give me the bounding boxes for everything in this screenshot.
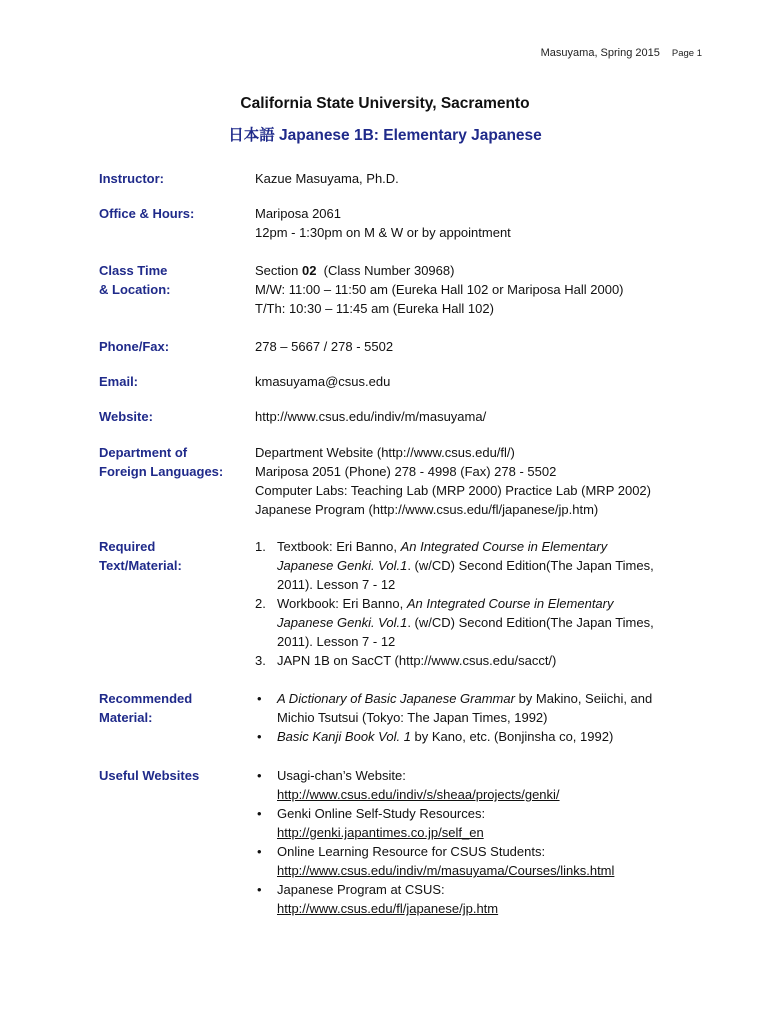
textbook-lessons: 2011). Lesson 7 - 12	[277, 577, 396, 592]
workbook-lessons: 2011). Lesson 7 - 12	[277, 634, 396, 649]
required-label-line2: Text/Material:	[99, 558, 182, 573]
workbook-line1	[277, 594, 695, 613]
department-office: Mariposa 2051 (Phone) 278 - 4998 (Fax) 278 - 5502	[255, 464, 557, 479]
website-value[interactable]: http://www.csus.edu/indiv/m/masuyama/	[255, 409, 487, 424]
kanji-book-title: Basic Kanji Book Vol. 1	[277, 729, 411, 744]
workbook-edition: . (w/CD) Second Edition(The Japan Times,	[407, 615, 654, 630]
course-kanji: 日本語	[228, 127, 275, 144]
instructor-label: Instructor:	[99, 171, 164, 186]
item-number: 3.	[255, 653, 266, 668]
office-label: Office & Hours:	[99, 206, 195, 221]
bullet-icon: •	[257, 691, 262, 706]
list-item	[255, 880, 695, 918]
textbook-line1	[277, 537, 695, 556]
office-hours: 12pm - 1:30pm on M & W or by appointment	[255, 225, 511, 240]
list-item	[255, 766, 695, 804]
office-location: Mariposa 2061	[255, 206, 341, 221]
header-page-number: Page 1	[671, 48, 702, 59]
grammar-dictionary-line1	[277, 689, 695, 708]
textbook-title-part1: An Integrated Course in Elementary	[400, 539, 608, 554]
workbook-title-part2: Japanese Genki. Vol.1	[277, 615, 408, 630]
university-title: California State University, Sacramento	[240, 95, 530, 112]
required-label-line1: Required	[99, 539, 156, 554]
textbook-title-part2: Japanese Genki. Vol.1	[277, 558, 408, 573]
email-value[interactable]: kmasuyama@csus.edu	[255, 374, 391, 389]
bullet-icon: •	[257, 844, 262, 859]
phone-value: 278 – 5667 / 278 - 5502	[255, 339, 394, 354]
bullet-icon: •	[257, 882, 262, 897]
sacct-item: JAPN 1B on SacCT (http://www.csus.edu/sacct/)	[277, 653, 557, 668]
website-link[interactable]: http://genki.japantimes.co.jp/self_en	[277, 825, 484, 840]
recommended-label	[99, 689, 249, 727]
recommended-label-line2: Material:	[99, 710, 153, 725]
list-item	[255, 727, 695, 746]
item-number: 1.	[255, 539, 266, 554]
website-title: Usagi-chan’s Website:	[277, 768, 406, 783]
list-item	[255, 842, 695, 880]
class-time-label	[99, 261, 249, 299]
item-number: 2.	[255, 596, 266, 611]
website-title: Online Learning Resource for CSUS Students:	[277, 844, 546, 859]
bullet-icon: •	[257, 729, 262, 744]
bullet-icon: •	[257, 768, 262, 783]
bullet-icon: •	[257, 806, 262, 821]
useful-websites-label: Useful Websites	[99, 768, 200, 783]
computer-labs: Computer Labs: Teaching Lab (MRP 2000) Practice Lab (MRP 2002)	[255, 483, 651, 498]
website-title: Japanese Program at CSUS:	[277, 882, 445, 897]
department-label-line2: Foreign Languages:	[99, 464, 224, 479]
department-website: Department Website (http://www.csus.edu/fl/)	[255, 445, 515, 460]
list-item	[255, 804, 695, 842]
website-link[interactable]: http://www.csus.edu/indiv/s/sheaa/projects/genki/	[277, 787, 560, 802]
website-title: Genki Online Self-Study Resources:	[277, 806, 486, 821]
textbook-edition: . (w/CD) Second Edition(The Japan Times,	[407, 558, 654, 573]
page-header	[541, 47, 702, 59]
website-link[interactable]: http://www.csus.edu/indiv/m/masuyama/Courses/links.html	[277, 863, 615, 878]
mw-schedule: M/W: 11:00 – 11:50 am (Eureka Hall 102 or Mariposa Hall 2000)	[255, 282, 624, 297]
grammar-dictionary-line2: Michio Tsutsui (Tokyo: The Japan Times, 1992)	[277, 710, 548, 725]
required-label	[99, 537, 249, 575]
workbook-title-part1: An Integrated Course in Elementary	[406, 596, 614, 611]
workbook-author: Workbook: Eri Banno,	[277, 596, 407, 611]
email-label: Email:	[99, 374, 139, 389]
list-item	[255, 689, 695, 727]
department-label-line1: Department of	[99, 445, 188, 460]
list-item	[255, 537, 695, 594]
class-time-label-line1: Class Time	[99, 263, 168, 278]
department-label	[99, 443, 249, 481]
tth-schedule: T/Th: 10:30 – 11:45 am (Eureka Hall 102)	[255, 301, 494, 316]
section-prefix: Section	[255, 263, 302, 278]
kanji-book-authors: by Kano, etc. (Bonjinsha co, 1992)	[410, 729, 614, 744]
workbook-line2	[277, 613, 695, 632]
section-line	[255, 261, 695, 280]
header-author-term: Masuyama, Spring 2015	[540, 47, 660, 59]
kanji-book-line	[277, 727, 695, 746]
section-number: 02	[301, 263, 317, 278]
instructor-name: Kazue Masuyama, Ph.D.	[255, 171, 399, 186]
textbook-line2	[277, 556, 695, 575]
grammar-dictionary-title: A Dictionary of Basic Japanese Grammar	[277, 691, 515, 706]
course-title	[0, 123, 770, 145]
class-time-label-line2: & Location:	[99, 282, 171, 297]
textbook-author: Textbook: Eri Banno,	[277, 539, 401, 554]
grammar-dictionary-authors: by Makino, Seiichi, and	[514, 691, 653, 706]
website-link[interactable]: http://www.csus.edu/fl/japanese/jp.htm	[277, 901, 499, 916]
list-item	[255, 594, 695, 651]
class-number: (Class Number 30968)	[316, 263, 455, 278]
website-label: Website:	[99, 409, 153, 424]
course-name: Japanese 1B: Elementary Japanese	[279, 127, 542, 144]
list-item	[255, 651, 695, 670]
phone-label: Phone/Fax:	[99, 339, 170, 354]
japanese-program: Japanese Program (http://www.csus.edu/fl/japanese/jp.htm)	[255, 502, 599, 517]
recommended-label-line1: Recommended	[99, 691, 193, 706]
